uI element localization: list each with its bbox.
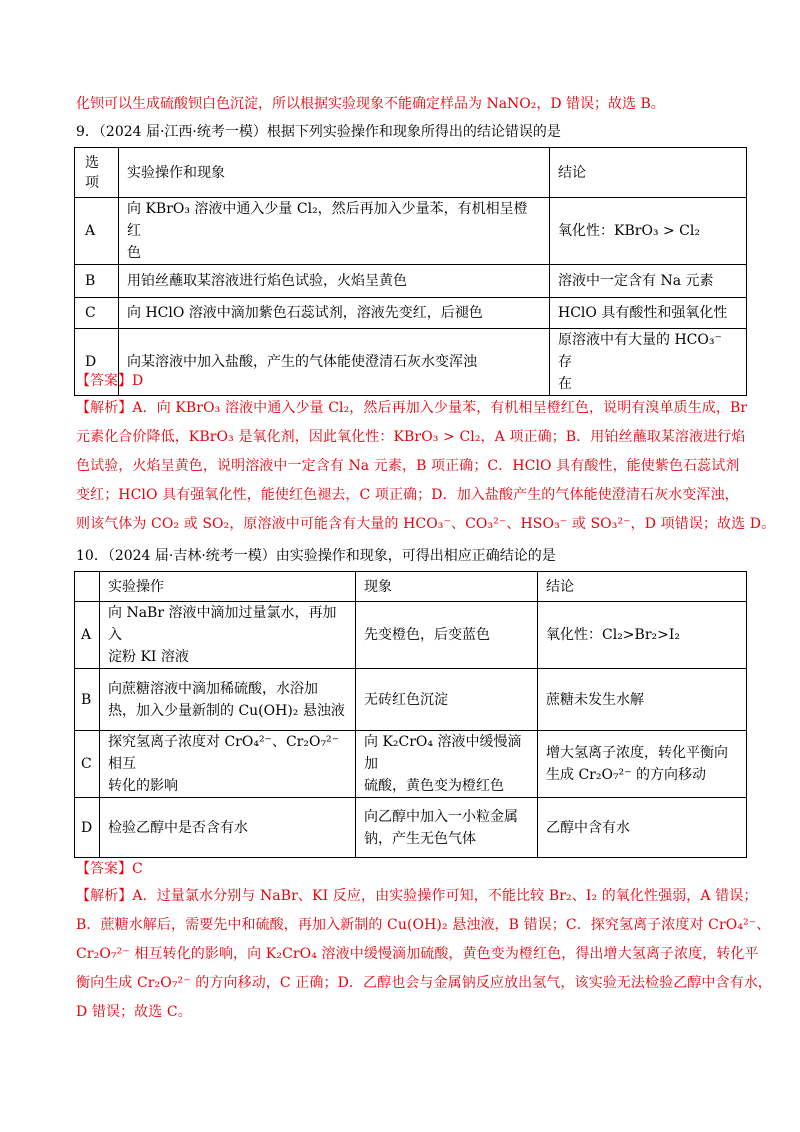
row-option: D (75, 798, 100, 858)
row-operation (100, 669, 356, 731)
question-9-analysis (76, 398, 776, 543)
operation-line: 向蔗糖溶液中滴加稀硫酸，水浴加 (108, 680, 318, 697)
operation-line: 探究氢离子浓度对 CrO₄²⁻、Cr₂O₇²⁻ 相互 (108, 734, 340, 772)
phenomenon-line: 钠，产生无色气体 (364, 830, 476, 847)
conclusion-line: 原溶液中有大量的 HCO₃⁻ 存 (558, 332, 722, 370)
row-conclusion: 氧化性：KBrO₃ > Cl₂ (550, 198, 747, 265)
table-row (75, 329, 747, 396)
table-row (75, 798, 747, 858)
table-row (75, 265, 747, 298)
row-operation: 向某溶液中加入盐酸，产生的气体能使澄清石灰水变浑浊 (119, 329, 550, 396)
row-conclusion: 溶液中一定含有 Na 元素 (550, 265, 747, 298)
row-phenomenon: 先变橙色，后变蓝色 (356, 602, 538, 669)
table-header-row (75, 148, 747, 198)
header-option (75, 148, 119, 198)
table-row (75, 669, 747, 731)
operation-line: 热，加入少量新制的 Cu(OH)₂ 悬浊液 (108, 702, 345, 719)
question-10-analysis (76, 886, 772, 1031)
analysis-line: 【解析】A．向 KBrO₃ 溶液中通入少量 Cl₂，然后再加入少量苯，有机相呈橙红色，说明有溴单质生成，Br (76, 400, 748, 416)
row-option: A (75, 602, 100, 669)
header-conclusion: 结论 (538, 572, 747, 602)
question-10-title: 10．（2024 届·吉林·统考一模）由实验操作和现象，可得出相应正确结论的是 (76, 548, 556, 564)
row-conclusion: 氧化性：Cl₂>Br₂>I₂ (538, 602, 747, 669)
question-9-title: 9．（2024 届·江西·统考一模）根据下列实验操作和现象所得出的结论错误的是 (76, 124, 561, 140)
table-row (75, 298, 747, 329)
analysis-line: 色试验，火焰呈黄色，说明溶液中一定含有 Na 元素，B 项正确；C．HClO 具有酸性，能使紫色石蕊试剂 (76, 458, 740, 474)
header-phenomenon: 现象 (356, 572, 538, 602)
row-option: D (75, 329, 119, 396)
question-10-table (74, 571, 747, 858)
operation-line: 向 NaBr 溶液中滴加过量氯水，再加入 (108, 605, 337, 643)
row-operation: 向 HClO 溶液中滴加紫色石蕊试剂，溶液先变红，后褪色 (119, 298, 550, 329)
phenomenon-line: 向乙醇中加入一小粒金属 (364, 808, 518, 825)
question-10-answer: 【答案】C (76, 861, 143, 877)
row-conclusion: 乙醇中含有水 (538, 798, 747, 858)
row-phenomenon (356, 731, 538, 798)
header-operation: 实验操作和现象 (119, 148, 550, 198)
row-conclusion (550, 329, 747, 396)
row-phenomenon: 无砖红色沉淀 (356, 669, 538, 731)
operation-line: 转化的影响 (108, 778, 178, 794)
analysis-line: 【解析】A．过量氯水分别与 NaBr、KI 反应，由实验操作可知，不能比较 Br₂、I₂ 的氧化性强弱，A 错误； (76, 888, 758, 904)
conclusion-line: 生成 Cr₂O₇²⁻ 的方向移动 (546, 767, 707, 783)
analysis-line: B．蔗糖水解后，需要先中和硫酸，再加入新制的 Cu(OH)₂ 悬浊液，B 错误；C．探究氢离子浓度对 CrO₄²⁻、 (76, 917, 771, 933)
table-row (75, 731, 747, 798)
operation-line: 色 (127, 245, 141, 261)
conclusion-line: 增大氢离子浓度，转化平衡向 (546, 745, 728, 761)
analysis-line: Cr₂O₇²⁻ 相互转化的影响，向 K₂CrO₄ 溶液中缓慢滴加硫酸，黄色变为橙红色，得出增大氢离子浓度，转化平 (76, 946, 759, 962)
previous-analysis-ending: 化钡可以生成硫酸钡白色沉淀，所以根据实验现象不能确定样品为 NaNO₂，D 错误；故选 B。 (76, 96, 665, 112)
row-option: B (75, 265, 119, 298)
question-9-answer: 【答案】D (76, 373, 144, 389)
header-option-line2: 项 (85, 174, 99, 191)
header-operation: 实验操作 (100, 572, 356, 602)
row-conclusion (538, 731, 747, 798)
analysis-line: D 错误；故选 C。 (76, 1004, 192, 1020)
analysis-line: 则该气体为 CO₂ 或 SO₂，原溶液中可能含有大量的 HCO₃⁻、CO₃²⁻、HSO₃⁻ 或 SO₃²⁻，D 项错误；故选 D。 (76, 516, 776, 532)
analysis-line: 变红；HClO 具有强氧化性，能使红色褪去，C 项正确；D．加入盐酸产生的气体能使澄清石灰水变浑浊， (76, 487, 739, 503)
phenomenon-line: 向 K₂CrO₄ 溶液中缓慢滴加 (364, 734, 522, 772)
row-option: A (75, 198, 119, 265)
row-option: C (75, 731, 100, 798)
analysis-line: 衡向生成 Cr₂O₇²⁻ 的方向移动，C 正确；D．乙醇也会与金属钠反应放出氢气，该实验无法检验乙醇中含有水， (76, 975, 772, 991)
row-operation: 检验乙醇中是否含有水 (100, 798, 356, 858)
row-operation (100, 731, 356, 798)
operation-line: 向 KBrO₃ 溶液中通入少量 Cl₂，然后再加入少量苯，有机相呈橙红 (127, 201, 528, 239)
row-phenomenon (356, 798, 538, 858)
row-operation (119, 198, 550, 265)
header-option-line1: 选 (85, 154, 99, 171)
table-row (75, 602, 747, 669)
table-header-row (75, 572, 747, 602)
analysis-line: 元素化合价降低，KBrO₃ 是氧化剂，因此氧化性：KBrO₃ > Cl₂，A 项正确；B．用铂丝蘸取某溶液进行焰 (76, 429, 746, 445)
phenomenon-line: 硫酸，黄色变为橙红色 (364, 778, 504, 794)
conclusion-line: 在 (558, 376, 572, 392)
header-option (75, 572, 100, 602)
row-operation (100, 602, 356, 669)
table-row (75, 198, 747, 265)
operation-line: 淀粉 KI 溶液 (108, 649, 189, 665)
row-option: C (75, 298, 119, 329)
header-conclusion: 结论 (550, 148, 747, 198)
row-conclusion: 蔗糖未发生水解 (538, 669, 747, 731)
row-option: B (75, 669, 100, 731)
question-9-table (74, 147, 747, 396)
row-conclusion: HClO 具有酸性和强氧化性 (550, 298, 747, 329)
row-operation: 用铂丝蘸取某溶液进行焰色试验，火焰呈黄色 (119, 265, 550, 298)
